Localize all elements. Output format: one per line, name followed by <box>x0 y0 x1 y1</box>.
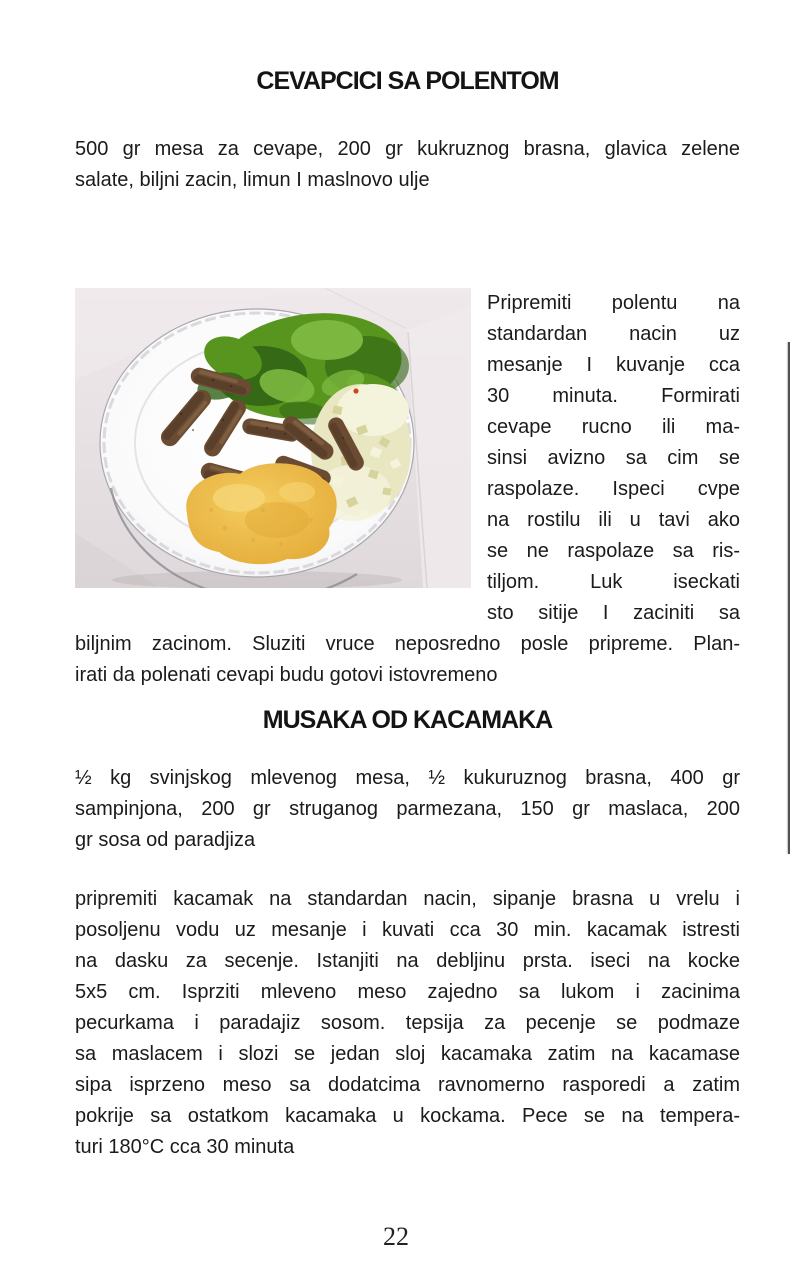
recipe-title-cevapcici: CEVAPCICI SA POLENTOM <box>256 67 559 95</box>
polenta <box>186 463 336 564</box>
instructions-cevapcici-below: biljnim zacinom. Sluziti vruce neposredno posle pripreme. Plan- irati da polenati cevapi budu gotovi istovremeno <box>75 633 740 686</box>
instructions-musaka: pripremiti kacamak na standardan nacin, sipanje brasna u vrelu i posoljenu vodu uz mesanje i kuvati cca 30 min. kacamak istresti na dasku za secenje. Istanjiti na debljinu prsta. iseci na kocke 5x5 cm. Isprziti mleveno meso zajedno sa lukom i zacinima pecurkama i paradajiz sosom. tepsija za pecenje se podmaze sa maslacem i slozi se jedan sloj kacamaka zatim na kacamase sipa isprzeno meso sa dodatcima ravnomerno rasporedi a zatim pokrije sa ostatkom kacamaka u kockama. Pece se na tempera- turi 180°C cca 30 minuta <box>75 888 740 1158</box>
page-edge-artifact <box>788 342 790 854</box>
instructions-cevapcici-column: Pripremiti polentu na standardan nacin uz mesanje I kuvanje cca 30 minuta. Formirati cevape rucno ili ma- sinsi avizno sa cim se raspolaze. Ispeci cvpe na rostilu ili u tavi ako se ne raspolaze sa ris- tiljom. Luk iseckati sto sitije I zaciniti sa <box>487 292 740 624</box>
ingredients-musaka: ½ kg svinjskog mlevenog mesa, ½ kukuruznog brasna, 400 gr sampinjona, 200 gr struganog parmezana, 150 gr maslaca, 200 gr sosa od paradjiza <box>75 767 740 851</box>
ingredients-cevapcici: 500 gr mesa za cevape, 200 gr kukruznog brasna, glavica zelene salate, biljni zacin, limun I maslnovo ulje <box>75 138 740 191</box>
cevapcici-plate-photo <box>75 288 471 588</box>
instructions-cevapcici-block <box>75 288 740 691</box>
recipe-title-musaka: MUSAKA OD KACAMAKA <box>262 706 553 734</box>
recipe-photo <box>75 288 471 588</box>
page-number <box>0 1222 792 1252</box>
page-number-value: 22 <box>383 1222 409 1251</box>
